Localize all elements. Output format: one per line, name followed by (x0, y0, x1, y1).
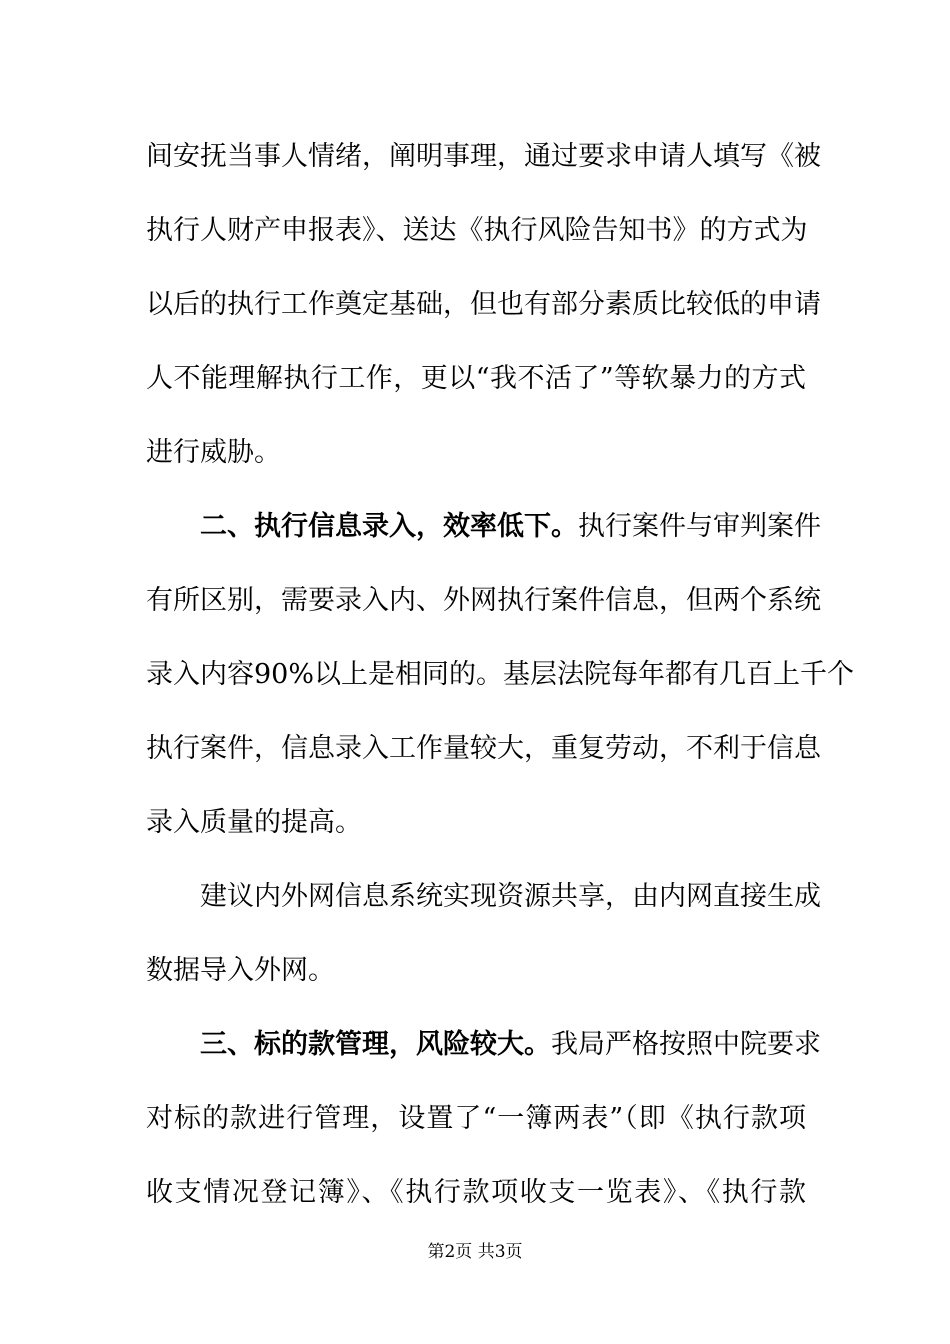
text-line: 数据导入外网。 (146, 955, 335, 986)
text-line: 人不能理解执行工作，更以“我不活了”等软暴力的方式 (146, 363, 806, 394)
text-line: 间安抚当事人情绪，阐明事理，通过要求申请人填写《被 (146, 141, 821, 172)
document-body (146, 120, 855, 1230)
section-heading: 三、标的款管理，风险较大。 (200, 1029, 551, 1060)
section-text: 执行案件与审判案件 (578, 511, 821, 542)
text-line: 录入质量的提高。 (146, 807, 362, 838)
text-line: 以后的执行工作奠定基础，但也有部分素质比较低的申请 (146, 289, 821, 320)
text-line: 进行威胁。 (146, 437, 281, 468)
section-heading: 二、执行信息录入，效率低下。 (200, 511, 578, 542)
text-line: 对标的款进行管理，设置了“一簿两表”（即《执行款项 (146, 1103, 806, 1134)
section-text: 我局严格按照中院要求 (551, 1029, 821, 1060)
text-line: 执行案件，信息录入工作量较大，重复劳动，不利于信息 (146, 733, 821, 764)
section-heading-line (146, 1008, 821, 1082)
page-footer: 第2页 共3页 (427, 1242, 523, 1262)
section-heading-line (146, 490, 821, 564)
text-line: 执行人财产申报表》、送达《执行风险告知书》的方式为 (146, 215, 808, 246)
text-line: 收支情况登记簿》、《执行款项收支一览表》、《执行款 (146, 1177, 806, 1208)
text-line: 建议内外网信息系统实现资源共享，由内网直接生成 (200, 881, 821, 912)
text-line: 录入内容90%以上是相同的。基层法院每年都有几百上千个 (146, 659, 855, 690)
text-line: 有所区别，需要录入内、外网执行案件信息，但两个系统 (146, 585, 821, 616)
